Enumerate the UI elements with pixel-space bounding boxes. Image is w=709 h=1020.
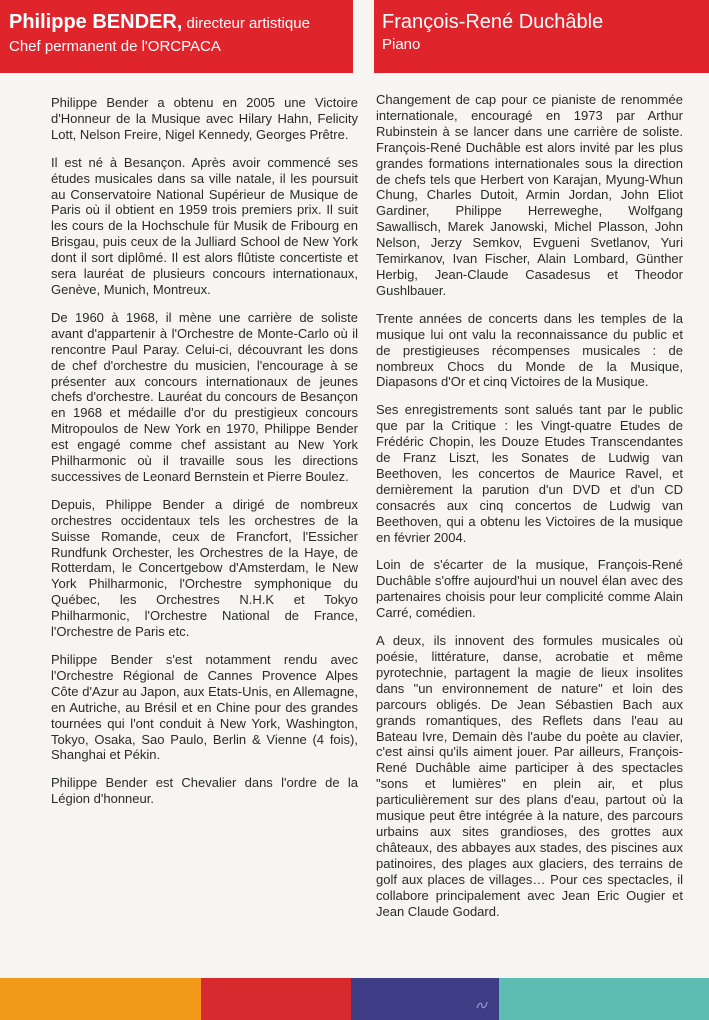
footer-orange-segment (0, 978, 201, 1020)
conductor-subtitle: Chef permanent de l'ORCPACA (9, 38, 221, 55)
paragraph: Ses enregistrements sont salués tant par le public que par la Critique : les Vingt-quatre Etudes de Frédéric Chopin, les Douze Etudes Transcendantes de Franz Liszt, les Sonates de Ludwig van Beethoven, les concertos de Maurice Ravel, et dernièrement la parution d'un DVD et d'un CD consacrés aux cinq concertos de Ludwig van Beethoven, qui a obtenu les Victoires de la musique en février 2004. (376, 402, 683, 545)
conductor-name: Philippe BENDER, (9, 11, 183, 33)
pianist-subtitle: Piano (382, 36, 421, 53)
paragraph: Philippe Bender est Chevalier dans l'ordre de la Légion d'honneur. (51, 775, 358, 807)
conductor-role: directeur artistique (182, 15, 310, 32)
paragraph: Trente années de concerts dans les temples de la musique lui ont valu la reconnaissance du public et de prestigieuses récompenses musicales : de nombreux Chocs du Monde de la Musique, Diapasons d'Or et cinq Victoires de la Musique. (376, 310, 683, 390)
paragraph: Philippe Bender a obtenu en 2005 une Victoire d'Honneur de la Musique avec Hilary Hahn, Felicity Lott, Nelson Freire, Nigel Kennedy, Georges Prêtre. (51, 95, 358, 142)
paragraph: Il est né à Besançon. Après avoir commencé ses études musicales dans sa ville natale, il les poursuit au Conservatoire National Supérieur de Musique de Paris où il obtient en 1959 trois premiers prix. Il suit les cours de la Hochschule für Musik de Fribourg en Brisgau, puis ceux de la Julliard School de New York dont il sort diplômé. Il est alors flûtiste concertiste et sera lauréat de plusieurs concours internationaux, Genève, Munich, Montreux. (51, 154, 358, 297)
left-header-title (9, 10, 353, 36)
pianist-name: François-René Duchâble (382, 11, 604, 33)
paragraph: Changement de cap pour ce pianiste de renommée internationale, encouragé en 1973 par Arthur Rubinstein à se lancer dans une carrière de soliste. François-René Duchâble est alors invité par les plus grandes formations internationales sous la direction de chefs tels que Herbert von Karajan, Myung-Whun Chung, Charles Dutoit, Armin Jordan, John Eliot Gardiner, Philippe Herreweghe, Wolfgang Sawallisch, Marek Janowski, Michel Plasson, John Nelson, Jerzy Semkov, Evgueni Svetlanov, Yuri Temirkanov, Ivan Fischer, Alain Lombard, Günther Herbig, Jean-Claude Casadesus et Theodor Gushlbauer. (376, 92, 683, 298)
left-biography-column (51, 95, 358, 819)
right-biography-column (376, 92, 683, 931)
footer-teal-segment (499, 978, 709, 1020)
right-header-banner (374, 0, 709, 73)
paragraph: Depuis, Philippe Bender a dirigé de nombreux orchestres occidentaux tels les orchestres de la Suisse Romande, ceux de Francfort, l'Essicher Rundfunk Orchester, les Orchestres de la Haye, de Rotterdam, le Concertgebow d'Amsterdam, le New York Philharmonic, l'Orchestre symphonique du Québec, les Orchestres N.H.K et Tokyo Philharmonic, l'Orchestre National de France, l'Orchestre de Paris etc. (51, 496, 358, 640)
right-header-title (382, 10, 709, 34)
footer-navy-segment (351, 978, 499, 1020)
paragraph: De 1960 à 1968, il mène une carrière de soliste avant d'appartenir à l'Orchestre de Monte-Carlo où il rencontre Paul Paray. Celui-ci, découvrant les dons de chef d'orchestre du musicien, l'encourage à se présenter aux concours internationaux de jeunes chefs d'orchestre. Lauréat du concours de Besançon en 1968 et médaille d'or du prestigieux concours Mitropoulos de New York en 1970, Philippe Bender est engagé comme chef assistant au New York Philharmonic où il travaille sous les directions successives de Leonard Bernstein et Pierre Boulez. (51, 309, 358, 484)
footer-color-band (0, 978, 709, 1020)
paragraph: A deux, ils innovent des formules musicales où poésie, littérature, danse, acrobatie et même pyrotechnie, partagent la magie de lieux insolites dans "un environnement de nature" et loin des parcours obligés. De Jean Sébastien Bach aux grands romantiques, des Reflets dans l'eau au Bateau Ivre, Demain dès l'aube du poète au clavier, c'est ainsi qu'ils aiment jouer. Par ailleurs, François-René Duchâble aime participer à des spectacles "sons et lumières" en plein air, et plus particulièrement sur des plans d'eau, partout où la musique peut être intégrée à la nature, des parcours urbains aux sites grandioses, des grottes aux châteaux, des abbayes aux stades, des piscines aux patinoires, des plages aux glaciers, des terrains de golf aux places de villages… Pour ces spectacles, il collabore principalement avec Jean Eric Ougier et Jean Claude Godard. (376, 633, 683, 919)
flourish-icon (475, 1000, 489, 1010)
footer-red-segment (201, 978, 351, 1020)
left-header-banner (0, 0, 353, 73)
paragraph: Philippe Bender s'est notamment rendu avec l'Orchestre Régional de Cannes Provence Alpes Côte d'Azur au Japon, aux Etats-Unis, en Allemagne, en Autriche, au Brésil et en Chine pour des grandes tournées qui l'ont conduit à New York, Washington, Tokyo, Osaka, Sao Paulo, Berlin & Vienne (4 fois), Shanghai et Pékin. (51, 652, 358, 763)
paragraph: Loin de s'écarter de la musique, François-René Duchâble s'offre aujourd'hui un nouvel élan avec des partenaires choisis pour leur complicité comme Alain Carré, comédien. (376, 557, 683, 621)
